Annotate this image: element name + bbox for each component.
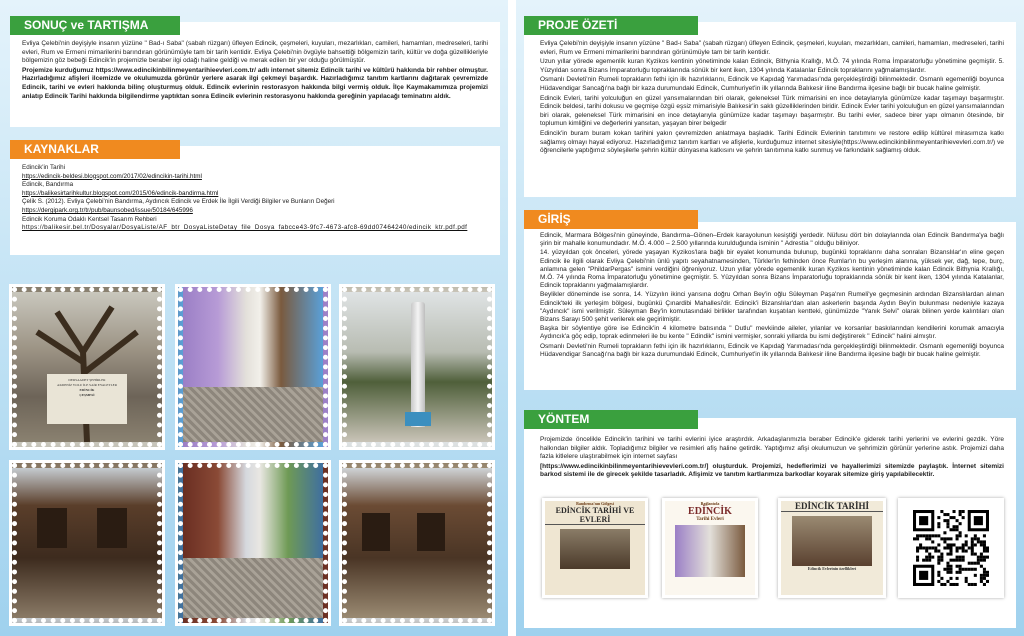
- sign-line: AKDENİZ YOLU İLE SAİR EYALETLER: [57, 383, 117, 387]
- right-page: [516, 0, 1024, 636]
- house-window: [417, 513, 445, 551]
- yontem-text: [540, 436, 1004, 481]
- giris-paragraph: 14. yüzyıldan çok önceleri, yörede yaşayan Kyzikos'lara bağlı bir eyalet konumunda bulunup, bugünkü topraklarını daha sonraları Bizanslılar'ın eline geçen Edincik ile ilgili olarak Evliya Çelebi'nin ünlü yapıtı seyahatnamesinden, Türkler'in fethinden önce Rumlar'ın bu yerleşim alanına, yüksek yer, dağ, tepe, burç, anlamına gelen "PhildarPergas" ismini verdiğini öğreniyoruz. Uzun yıllar yörede egemenlik kuran Kyzikos kentinin yönetiminde kalan Edincik Bithynia Krallığı, M.Ö. 74 yılında Roma İmparatorluğu yönetimine geçmiştir. 5. Yüzyıldan sonra Bizans İmparatorluğu topraklarında sönük bir kent iken, 1304 yılında Katalanlar, Edincik topraklarını yağmalamışlardır.: [540, 249, 1004, 290]
- yontem-heading: YÖNTEM: [524, 410, 698, 429]
- proje-text: [540, 40, 1004, 157]
- left-page: [0, 0, 508, 636]
- proje-paragraph: Uzun yıllar yörede egemenlik kuran Kyzikos kentinin yönetiminde kalan Edincik, Bithynia Krallığı, M.Ö. 74 yılında Roma İmparatorluğu yönetimine geçmiştir. 5. Yüzyıldan sonra Bizans İmparatorluğu topraklarında sönük bir kent iken, 1304 yılında Katalanlar Edincik topraklarını yağmalamışlardır.: [540, 58, 1004, 74]
- giris-paragraph: Edincik, Marmara Bölgesi'nin güneyinde, Bandırma–Gönen–Erdek karayolunun kesiştiği yerdedir. Nüfusu dört bin dolaylarında olan Edincik Bandırma'ya bağlı şirin bir mahalle konumundadır. M.Ö. 4.000 – 2.500 yıllarında kurulduğunda isminin " Adrestia " olduğu biliniyor.: [540, 232, 1004, 248]
- kaynaklar-heading: KAYNAKLAR: [10, 140, 180, 159]
- poster-title: EDİNCİK TARİHİ VE EVLERİ: [545, 506, 645, 525]
- proje-paragraph: Evliya Çelebi'nin deyişiyle insanın yüzüne " Bad-ı Saba" (sabah rüzgarı) üfleyen Edincik, çeşmeleri, kuyuları, mezarlıkları, camileri, hamamları, medreseleri, tarihi evleri, Rum ve Ermeni mimarilerini barındıran görünümüyle tam bir tarih kentidir.: [540, 40, 1004, 56]
- house-window: [97, 508, 127, 548]
- photo-old-house-1: [12, 463, 162, 623]
- sonuc-heading: SONUÇ ve TARTIŞMA: [10, 16, 180, 35]
- ref-item: Edincik'in Tarihi: [22, 164, 66, 171]
- house-window: [362, 513, 390, 551]
- sign-line: DERSAADET ŞEHİRLER: [68, 378, 106, 382]
- proje-paragraph: Edincik Evleri, tarihi yolculuğun en güzel yansımalarından biri olarak, geleneksel Türk mimarisini en ince detaylarıyla günümüze kadar taşımayı başarmıştır. Edincik beldesi, tarihi dokusu ve geçmişe özgü eşsiz mimarisiyle Balıkesir'in saklı güzelliklerinden biridir. Edincik Evler tarihi yolculuğun en güzel yansımalarından biri olarak, geleneksel Türk mimarisini en ince detaylarıyla günümüze kadar taşımayı başarmıştır. Bu tarihi evler, sadece birer yapı olmanın ötesinde, bir toplumun kimliğini ve değerlerini yansıtan, yaşayan birer belgedir: [540, 94, 1004, 128]
- poster-thumb-2: [662, 498, 758, 598]
- yontem-paragraph: [https://www.edincikinbilinmeyentarihievevleri.com.tr/] oluşturduk. Projemizi, hedeflerimizi ve hayallerimizi sitemizde paylaştık. İnternet sitemizi barkod sistemi ile de girecek şekilde tasarladık. Afişimiz ve tanıtım kartlarımıza barkodlar koyarak sitemize giriş yapılabilecektir.: [540, 462, 1004, 479]
- sonuc-text: [22, 40, 488, 102]
- photo-street-2: [178, 463, 328, 623]
- photo-old-house-2: [342, 463, 492, 623]
- tree-illustration: [17, 292, 157, 442]
- house-window: [37, 508, 67, 548]
- proje-paragraph: Edincik'in buram buram kokan tarihini yakın çevremizden anlatmaya başladık. Tarihi Edincik Evlerinin tanıtımını ve restore edilip kültürel mirasımıza katkı sağlamış olmayı hayal ediyoruz. Hazırladığımız tanıtım kartları ve afişlerle, kurduğumuz internet sitesiyle(https://www.edincikinbilinmeyentarihievevleri.com.tr/) ve öğrencilerle yaptığımız söyleşilerle şehrin kültür dünyasına katkısını ve şehrin tanıtımına katkı sunmuş ve farkındalık sağlamış olduk.: [540, 129, 1004, 155]
- ref-link[interactable]: https://edincik-beldesi.blogspot.com/2017/02/edincikin-tarihi.html: [22, 172, 202, 180]
- cobblestone: [183, 387, 323, 442]
- fountain-sign: [49, 378, 125, 398]
- poster-photo: [560, 529, 630, 569]
- sign-line: EDİNCİK: [79, 388, 95, 392]
- proje-heading: PROJE ÖZETİ: [524, 16, 698, 35]
- sonuc-paragraph-1: Evliya Çelebi'nin deyişiyle insanın yüzüne " Bad-ı Saba" (sabah rüzgarı) üfleyen Edincik, çeşmeleri, kuyuları, mezarlıkları, camileri, hamamları, medreseleri, tarihi evleri, Rum ve Ermeni mimarilerini barındıran görünümüyle tam bir tarih kentidir. Evliya Çelebi'nin övgüyle bahsettiği bölgemizin tarih, kültür ve doğa güzellikleriyle bölgemizin göz bebeği Edincik'in projemizle beraber ilgi odağı haline geldiği ve merak edilen bir yer olduğu görülmüştür.: [22, 40, 488, 65]
- obelisk-base: [405, 412, 431, 426]
- giris-paragraph: Başka bir söylentiye göre ise Edincik'in 4 kilometre batısında " Dutlu" mevkiinde aileler, yılanlar ve korsanlar baskılarından kendilerini korumak amacıyla Aydıncık'a göç edip, toprak edinmeleri ile bu kente " Edindik" ismini vermişler, sonraki yıllarda bu ismi değiştirerek " Edincik" halini almıştır.: [540, 325, 1004, 341]
- poster-small-text: Bağlantıda: [700, 501, 720, 506]
- qr-code-icon[interactable]: [913, 510, 989, 586]
- photo-street-colorful: [178, 287, 328, 447]
- poster-thumb-3: [778, 498, 886, 598]
- ref-link[interactable]: https://balikesirtarihkultur.blogspot.com/2015/06/edincik-bandirma.html: [22, 189, 219, 197]
- giris-text: [540, 232, 1004, 360]
- poster-caption: Edincik Evlerinin özellikleri: [807, 566, 857, 571]
- photo-obelisk: [342, 287, 492, 447]
- photo-fountain-tree: [12, 287, 162, 447]
- ref-link[interactable]: https://balikesir.bel.tr/Dosyalar/DosyaListe/AF_btr_DosyaListeDetay_file_Dosya_fabcce43-9fc7-4673-afc8-69dd07464240/edincik_ktr.pdf.pdf: [22, 224, 468, 232]
- poster-small-text: Bandırma'nın Gölgesi: [576, 501, 614, 506]
- giris-heading: GİRİŞ: [524, 210, 698, 229]
- obelisk: [411, 302, 425, 427]
- poster-subtitle: Tarihi Evleri: [696, 517, 724, 522]
- poster-photo: [675, 525, 745, 577]
- giris-paragraph: Osmanlı Devleti'nin Rumeli toprakların fethi için ilk hazırlıklarını, Edincik ve Kapıdağ Yarımadası'nda gerçekleştirdiği bilinmektedir. Osmanlı egemenliği boyunca Hüdavendigar Sancağı'na bağlı bir kaza durumundaki Edincik, Cumhuriyet'in ilk yıllarında Balıkesir iline Bandırma ilçesine bağlı bir bucak haline gelmiştir.: [540, 342, 1004, 358]
- ref-item: Edincik Koruma Odaklı Kentsel Tasarım Rehberi: [22, 215, 157, 223]
- ref-link[interactable]: https://dergipark.org.tr/tr/pub/baunsobed/issue/50184/645996: [22, 206, 193, 214]
- ref-item: Çelik S. (2012). Evliya Çelebi'nin Bandırma, Aydıncık Edincik ve Erdek İle İlgili Verdiği Bilgiler ve Bunların Değeri: [22, 198, 335, 206]
- poster-photo: [792, 516, 872, 566]
- giris-paragraph: Beylikler döneminde ise sonra, 14. Yüzyılın ikinci yarısına doğru Orhan Bey'in oğlu Süleyman Paşa'nın Rumeli'ye geçmesinin ardından Bizanslılardan alınan Edincik'teki ilk yerleşim bölgesi, bugünkü Çınardibi Mahallesi'dir. Edincik'i Bizanslılar'dan alan askerlerin başında Aydın Bey'in bulunması nedeniyle kazaya "Aydıncık" ismi verilmiştir. Süleyman Bey'in komutasındaki birlikler tarafından kuşatılan kentteki, günümüzde "Yanık Selvi" olarak bilinen yerde kalıntıları olan Bizans Sarayı 500 şehit verilerek ele geçirilmiştir.: [540, 291, 1004, 324]
- cobblestone: [183, 558, 323, 618]
- sonuc-paragraph-2: Projemize kurduğumuz https://www.edincikinbilinmeyentarihieevleri.com.tr/ adlı internet sitemiz Edincik tarihi ve kültürü hakkında bir rehber olmuştur. Hazırladığımız afişleri ilcemizde ve okulumuzda görünür yerlere asarak ilgi çekmeyi başardık. Hazırladığımız tanıtım kartlarını dağıtarak çevremizde Edincik, tarihi ve evleri hakkında bilinç oluşturmuş olduk. Edincik evlerinin restorasyon hakkında bilgi vermiş olduk. İlçe Kaymakamımıza projemizi anlatıp Edincik Tarihi hakkında bilgilendirme yaptıktan sonra Edincik evlerinin restorasyonu hakkında gereğinin yapılacağı teminatını aldık.: [22, 66, 488, 100]
- poster-title: EDİNCİK TARİHİ: [781, 501, 883, 512]
- poster-thumb-1: [542, 498, 648, 598]
- ref-item: Edincik, Bandırma: [22, 181, 74, 189]
- poster-title: EDİNCİK: [688, 506, 732, 517]
- yontem-paragraph: Projemizde öncelikle Edincik'in tarihini ve tarihi evlerini iyice araştırdık. Arkadaşlarımızla beraber Edincik'e giderek tarihi yerlerini ve evlerini gezdik. Yöre halkından bilgiler aldık. Topladığımız bilgiler ve resimleri afiş haline getirdik. Yaptığımız afişi okulumuzun ve şehrimizin görünür yerlerine astık. Projemizi daha fazla kitlelere ulaştırabilmek için internet sayfası: [540, 436, 1004, 461]
- kaynaklar-list: [22, 164, 492, 233]
- qr-code-thumb[interactable]: [898, 498, 1004, 598]
- sign-line: ÇEŞMESİ: [79, 393, 95, 397]
- proje-paragraph: Osmanlı Devleti'nin Rumeli toprakların fethi için ilk hazırlıklarını, Edincik ve Kapıdağ Yarımadası'nda gerçekleştirdiği bilinmektedir. Osmanlı egemenliği boyunca Hüdavendigar Sancağı'na bağlı bir kaza durumundaki Edincik, Cumhuriyet'in ilk yıllarında Balıkesir iline Bandırma ilçesine bağlı bir bucak haline gelmiştir.: [540, 76, 1004, 92]
